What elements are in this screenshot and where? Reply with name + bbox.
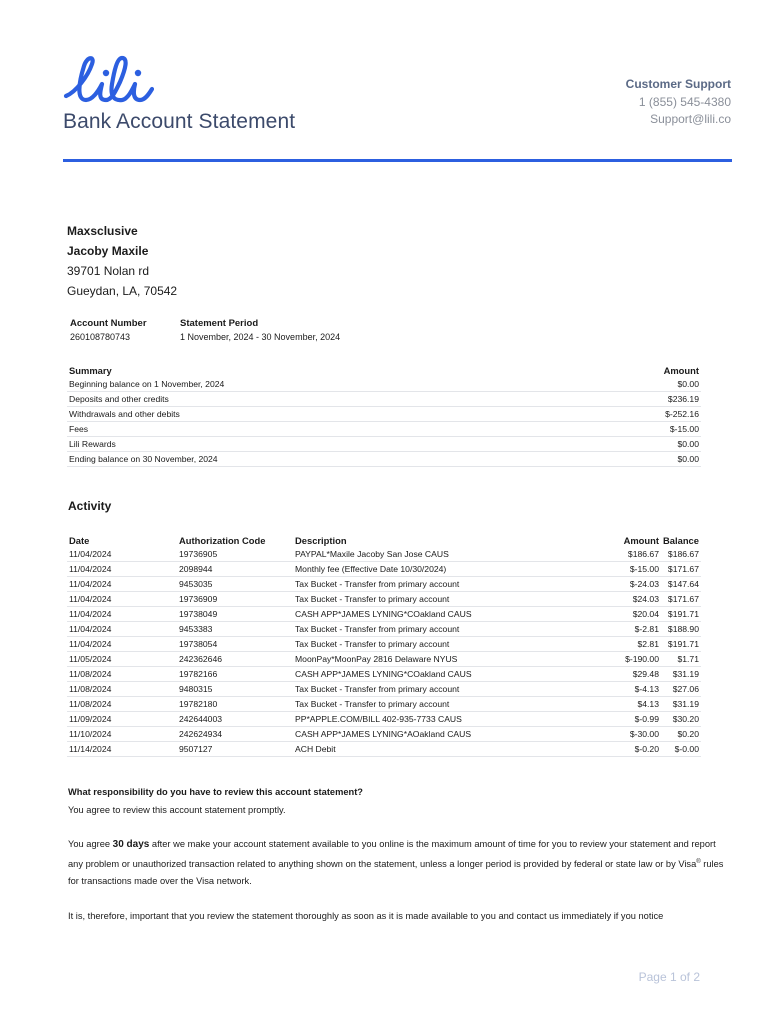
support-phone[interactable]: 1 (855) 545-4380 bbox=[638, 94, 731, 109]
col-balance: Balance bbox=[663, 534, 699, 546]
summary-amount: $0.00 bbox=[575, 437, 701, 452]
txn-balance: $1.71 bbox=[661, 652, 701, 667]
registered-mark: ® bbox=[696, 858, 701, 865]
lili-logo bbox=[62, 54, 154, 110]
customer-address bbox=[67, 221, 177, 301]
summary-label: Beginning balance on 1 November, 2024 bbox=[67, 377, 575, 392]
summary-row bbox=[67, 452, 701, 467]
txn-amount: $29.48 bbox=[597, 667, 661, 682]
summary-row bbox=[67, 377, 701, 392]
street-address: 39701 Nolan rd bbox=[67, 264, 150, 278]
support-email[interactable]: Support@lili.co bbox=[650, 112, 731, 126]
transaction-row bbox=[67, 712, 701, 727]
txn-auth-code: 19782180 bbox=[177, 697, 293, 712]
summary-label: Lili Rewards bbox=[67, 437, 575, 452]
txn-description: Tax Bucket - Transfer from primary account bbox=[293, 682, 597, 697]
txn-description: CASH APP*JAMES LYNING*COakland CAUS bbox=[293, 607, 597, 622]
txn-amount: $-0.99 bbox=[597, 712, 661, 727]
txn-auth-code: 19736905 bbox=[177, 547, 293, 562]
transaction-row bbox=[67, 622, 701, 637]
txn-auth-code: 9507127 bbox=[177, 742, 293, 757]
txn-date: 11/04/2024 bbox=[67, 592, 177, 607]
txn-date: 11/05/2024 bbox=[67, 652, 177, 667]
summary-row bbox=[67, 422, 701, 437]
txn-auth-code: 19738049 bbox=[177, 607, 293, 622]
legal-paragraph-1: You agree to review this account statement promptly. bbox=[68, 804, 286, 815]
transaction-row bbox=[67, 562, 701, 577]
account-number: 260108780743 bbox=[70, 332, 131, 342]
txn-balance: $188.90 bbox=[661, 622, 701, 637]
txn-description: ACH Debit bbox=[293, 742, 597, 757]
summary-label: Deposits and other credits bbox=[67, 392, 575, 407]
txn-auth-code: 2098944 bbox=[177, 562, 293, 577]
transaction-row bbox=[67, 652, 701, 667]
txn-description: PAYPAL*Maxile Jacoby San Jose CAUS bbox=[293, 547, 597, 562]
summary-header: Summary bbox=[69, 364, 112, 376]
txn-amount: $4.13 bbox=[597, 697, 661, 712]
legal-notice bbox=[68, 784, 728, 925]
activity-table bbox=[67, 533, 701, 757]
col-authorization-code: Authorization Code bbox=[179, 534, 266, 546]
support-title: Customer Support bbox=[625, 77, 731, 91]
summary-row bbox=[67, 437, 701, 452]
summary-label: Fees bbox=[67, 422, 575, 437]
txn-amount: $186.67 bbox=[597, 547, 661, 562]
txn-amount: $-2.81 bbox=[597, 622, 661, 637]
transaction-row bbox=[67, 592, 701, 607]
txn-balance: $191.71 bbox=[661, 637, 701, 652]
txn-date: 11/04/2024 bbox=[67, 637, 177, 652]
legal-paragraph-2: You agree 30 days after we make your account statement available to you online is the maximum amount of time for you to review your statement and report any problem or unauthorized transaction related to anything shown on the statement, unless a longer period is provided by federal or state law or by Visa® rules for transactions made over the Visa network. bbox=[68, 839, 724, 887]
txn-auth-code: 242644003 bbox=[177, 712, 293, 727]
account-number-label: Account Number bbox=[70, 318, 147, 329]
customer-name: Jacoby Maxile bbox=[67, 244, 149, 258]
txn-amount: $24.03 bbox=[597, 592, 661, 607]
review-period: 30 days bbox=[112, 839, 150, 850]
txn-description: CASH APP*JAMES LYNING*COakland CAUS bbox=[293, 667, 597, 682]
summary-amount: $-15.00 bbox=[575, 422, 701, 437]
txn-description: CASH APP*JAMES LYNING*AOakland CAUS bbox=[293, 727, 597, 742]
txn-date: 11/14/2024 bbox=[67, 742, 177, 757]
transaction-row bbox=[67, 727, 701, 742]
txn-amount: $-24.03 bbox=[597, 577, 661, 592]
transaction-row bbox=[67, 682, 701, 697]
txn-date: 11/04/2024 bbox=[67, 547, 177, 562]
customer-support-block bbox=[626, 76, 731, 129]
page-number: Page 1 of 2 bbox=[638, 970, 700, 984]
statement-period-label: Statement Period bbox=[180, 318, 259, 329]
transaction-row bbox=[67, 607, 701, 622]
col-description: Description bbox=[295, 534, 347, 546]
txn-balance: $31.19 bbox=[661, 697, 701, 712]
summary-amount: $236.19 bbox=[575, 392, 701, 407]
txn-description: MoonPay*MoonPay 2816 Delaware NYUS bbox=[293, 652, 597, 667]
legal-paragraph-3: It is, therefore, important that you review the statement thoroughly as soon as it is made available to you and contact us immediately if you notice bbox=[68, 910, 664, 921]
transaction-row bbox=[67, 577, 701, 592]
txn-auth-code: 19736909 bbox=[177, 592, 293, 607]
txn-description: Monthly fee (Effective Date 10/30/2024) bbox=[293, 562, 597, 577]
txn-amount: $-30.00 bbox=[597, 727, 661, 742]
transaction-row bbox=[67, 637, 701, 652]
txn-date: 11/08/2024 bbox=[67, 697, 177, 712]
statement-title: Bank Account Statement bbox=[63, 110, 296, 133]
txn-description: Tax Bucket - Transfer to primary account bbox=[293, 637, 597, 652]
txn-date: 11/08/2024 bbox=[67, 667, 177, 682]
txn-balance: $171.67 bbox=[661, 592, 701, 607]
txn-date: 11/04/2024 bbox=[67, 607, 177, 622]
txn-description: Tax Bucket - Transfer from primary account bbox=[293, 622, 597, 637]
txn-date: 11/04/2024 bbox=[67, 622, 177, 637]
txn-description: PP*APPLE.COM/BILL 402-935-7733 CAUS bbox=[293, 712, 597, 727]
txn-balance: $191.71 bbox=[661, 607, 701, 622]
txn-date: 11/04/2024 bbox=[67, 562, 177, 577]
activity-title: Activity bbox=[68, 499, 112, 513]
txn-auth-code: 242624934 bbox=[177, 727, 293, 742]
summary-amount: $-252.16 bbox=[575, 407, 701, 422]
summary-amount-header: Amount bbox=[663, 364, 699, 376]
company-name: Maxsclusive bbox=[67, 224, 138, 238]
txn-balance: $0.20 bbox=[661, 727, 701, 742]
txn-balance: $147.64 bbox=[661, 577, 701, 592]
summary-label: Ending balance on 30 November, 2024 bbox=[67, 452, 575, 467]
col-amount: Amount bbox=[623, 534, 659, 546]
txn-date: 11/08/2024 bbox=[67, 682, 177, 697]
txn-auth-code: 19738054 bbox=[177, 637, 293, 652]
txn-auth-code: 242362646 bbox=[177, 652, 293, 667]
summary-row bbox=[67, 392, 701, 407]
transaction-row bbox=[67, 742, 701, 757]
summary-label: Withdrawals and other debits bbox=[67, 407, 575, 422]
txn-balance: $186.67 bbox=[661, 547, 701, 562]
summary-row bbox=[67, 407, 701, 422]
transaction-row bbox=[67, 547, 701, 562]
txn-auth-code: 9480315 bbox=[177, 682, 293, 697]
statement-period: 1 November, 2024 - 30 November, 2024 bbox=[180, 332, 341, 342]
transaction-row bbox=[67, 697, 701, 712]
txn-amount: $-190.00 bbox=[597, 652, 661, 667]
summary-amount: $0.00 bbox=[575, 377, 701, 392]
txn-amount: $-15.00 bbox=[597, 562, 661, 577]
txn-date: 11/04/2024 bbox=[67, 577, 177, 592]
txn-amount: $-0.20 bbox=[597, 742, 661, 757]
txn-description: Tax Bucket - Transfer to primary account bbox=[293, 592, 597, 607]
txn-date: 11/10/2024 bbox=[67, 727, 177, 742]
txn-balance: $30.20 bbox=[661, 712, 701, 727]
summary-table bbox=[67, 363, 701, 467]
transaction-row bbox=[67, 667, 701, 682]
txn-date: 11/09/2024 bbox=[67, 712, 177, 727]
txn-auth-code: 9453383 bbox=[177, 622, 293, 637]
summary-amount: $0.00 bbox=[575, 452, 701, 467]
header-divider bbox=[63, 159, 732, 162]
txn-balance: $-0.00 bbox=[661, 742, 701, 757]
legal-question: What responsibility do you have to review this account statement? bbox=[68, 787, 363, 797]
txn-balance: $27.06 bbox=[661, 682, 701, 697]
city-state-zip: Gueydan, LA, 70542 bbox=[67, 284, 178, 298]
txn-auth-code: 19782166 bbox=[177, 667, 293, 682]
txn-amount: $-4.13 bbox=[597, 682, 661, 697]
txn-auth-code: 9453035 bbox=[177, 577, 293, 592]
txn-amount: $2.81 bbox=[597, 637, 661, 652]
txn-description: Tax Bucket - Transfer to primary account bbox=[293, 697, 597, 712]
txn-description: Tax Bucket - Transfer from primary account bbox=[293, 577, 597, 592]
txn-balance: $171.67 bbox=[661, 562, 701, 577]
txn-amount: $20.04 bbox=[597, 607, 661, 622]
txn-balance: $31.19 bbox=[661, 667, 701, 682]
col-date: Date bbox=[69, 534, 90, 546]
